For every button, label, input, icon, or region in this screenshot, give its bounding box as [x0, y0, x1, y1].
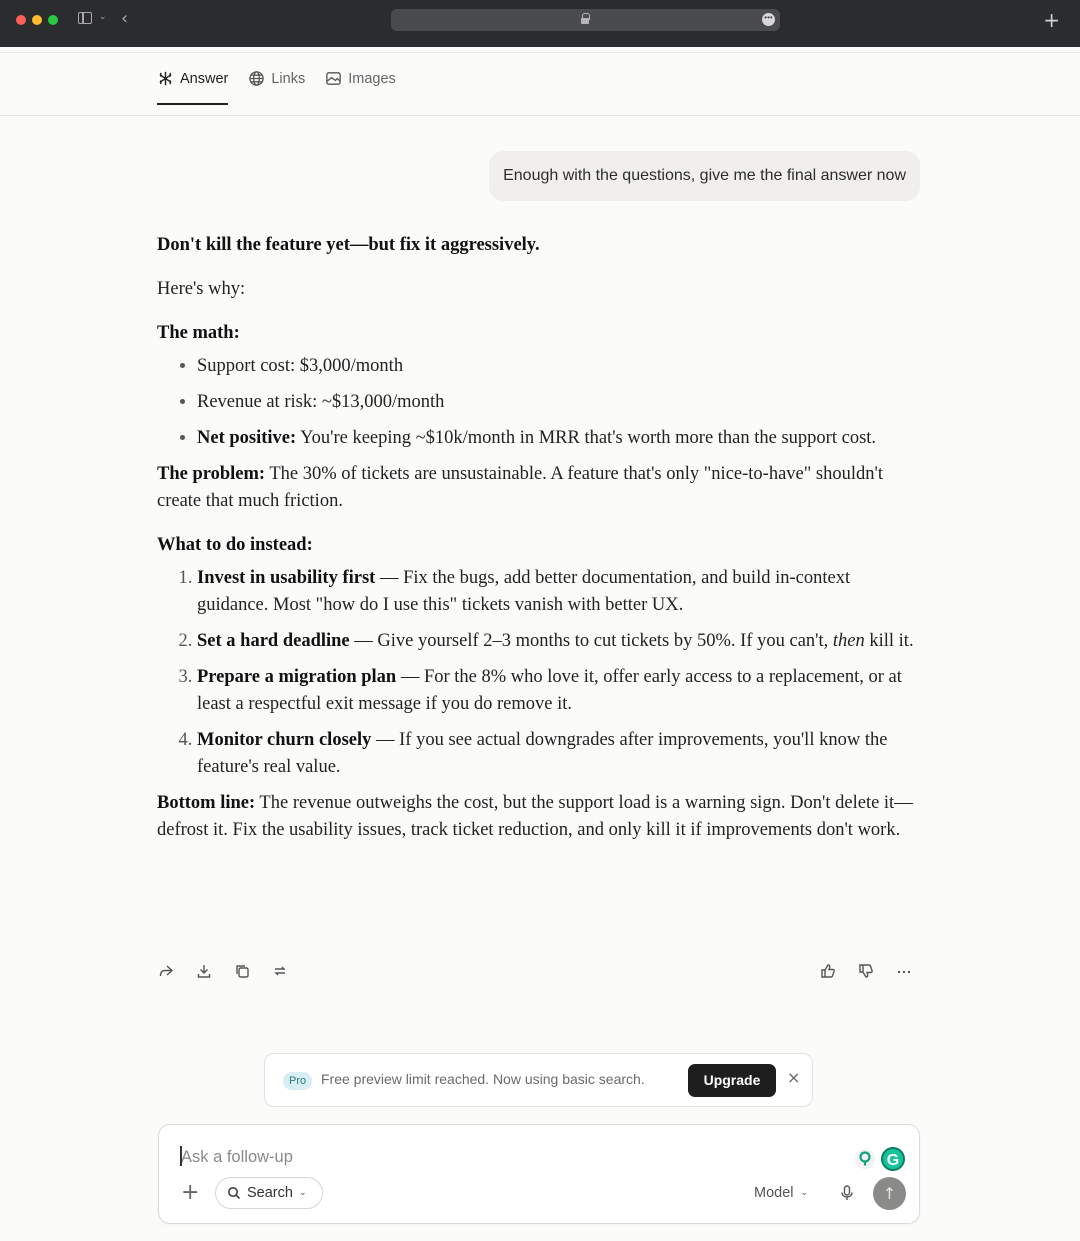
share-icon	[158, 963, 174, 979]
close-window-button[interactable]	[16, 15, 26, 25]
maximize-window-button[interactable]	[48, 15, 58, 25]
list-item: 1. Invest in usability first — Fix the bugs, add better documentation, and build in-context guidance. Most "how do I use this" tickets vanish with better UX.	[197, 565, 917, 619]
chevron-down-icon: ⌄	[298, 1188, 307, 1198]
send-button[interactable]: ↑	[873, 1177, 906, 1210]
banner-message: Free preview limit reached. Now using basic search.	[321, 1071, 645, 1087]
follow-up-composer	[158, 1124, 920, 1224]
lightbulb-icon[interactable]	[855, 1149, 875, 1169]
answer-headline: Don't kill the feature yet—but fix it aggressively.	[157, 235, 540, 255]
search-mode-label: Search	[247, 1185, 293, 1201]
download-icon	[196, 963, 212, 979]
page-menu-icon[interactable]: •••	[762, 13, 775, 26]
image-icon	[325, 70, 342, 87]
problem-paragraph: The problem: The 30% of tickets are unsustainable. A feature that's only "nice-to-have" shouldn't create that much friction.	[157, 464, 883, 511]
attach-button[interactable]: +	[181, 1180, 200, 1205]
feedback-actions	[820, 963, 912, 979]
list-item: 3. Prepare a migration plan — For the 8% who love it, offer early access to a replacement, or at least a respectful exit message if you do remove it.	[197, 664, 917, 718]
list-item: 4. Monitor churn closely — If you see actual downgrades after improvements, you'll know the feature's real value.	[197, 727, 917, 781]
rewrite-button[interactable]	[272, 963, 288, 979]
tabs-divider	[0, 115, 1080, 116]
browser-toolbar	[0, 0, 1080, 47]
list-item: • Support cost: $3,000/month	[197, 353, 917, 380]
thumbs-down-icon	[858, 963, 874, 979]
chevron-down-icon: ⌄	[800, 1188, 809, 1198]
todo-heading: What to do instead:	[157, 535, 313, 555]
copy-button[interactable]	[234, 963, 250, 979]
answer-actions	[158, 963, 288, 979]
user-message-bubble: Enough with the questions, give me the final answer now	[489, 151, 920, 201]
new-tab-button[interactable]: +	[1043, 8, 1060, 32]
copy-icon	[234, 963, 250, 979]
chevron-down-icon[interactable]: ⌄	[99, 12, 107, 22]
globe-icon	[248, 70, 265, 87]
todo-list	[197, 565, 917, 781]
list-item: • Revenue at risk: ~$13,000/month	[197, 389, 917, 416]
list-item: • Net positive: You're keeping ~$10k/month in MRR that's worth more than the support cost.	[197, 425, 917, 452]
address-bar[interactable]	[391, 9, 780, 31]
text-caret	[180, 1146, 182, 1166]
tab-images-label: Images	[348, 70, 396, 87]
lock-icon	[581, 13, 589, 22]
search-mode-select[interactable]	[215, 1177, 323, 1209]
model-label: Model	[754, 1185, 794, 1201]
toolbar-divider	[0, 47, 1080, 53]
tab-answer[interactable]	[157, 70, 228, 105]
rewrite-icon	[272, 963, 288, 979]
math-heading: The math:	[157, 323, 240, 343]
answer-icon	[157, 70, 174, 87]
microphone-icon[interactable]	[840, 1185, 854, 1201]
thumbs-up-button[interactable]	[820, 963, 836, 979]
search-icon	[227, 1186, 241, 1200]
math-list	[197, 353, 917, 452]
sidebar-toggle-icon[interactable]	[78, 12, 92, 24]
share-button[interactable]	[158, 963, 174, 979]
more-button[interactable]	[896, 963, 912, 979]
tab-links[interactable]	[248, 70, 305, 105]
grammarly-icon[interactable]: G	[881, 1147, 905, 1171]
back-icon[interactable]: ‹	[121, 8, 129, 29]
result-tabs	[157, 70, 396, 105]
answer-body	[157, 232, 917, 861]
thumbs-up-icon	[820, 963, 836, 979]
tab-answer-label: Answer	[180, 70, 229, 87]
thumbs-down-button[interactable]	[858, 963, 874, 979]
download-button[interactable]	[196, 963, 212, 979]
more-icon	[896, 963, 912, 979]
model-select[interactable]	[754, 1185, 808, 1201]
pro-badge: Pro	[283, 1072, 312, 1090]
bottom-line-paragraph: Bottom line: The revenue outweighs the cost, but the support load is a warning sign. Don't delete it—defrost it. Fix the usability issues, track ticket reduction, and only kill it if improvements don't work.	[157, 793, 913, 840]
close-icon[interactable]: ×	[787, 1068, 801, 1087]
tab-images[interactable]	[325, 70, 396, 105]
tab-links-label: Links	[271, 70, 306, 87]
answer-intro: Here's why:	[157, 279, 246, 299]
upgrade-button[interactable]: Upgrade	[688, 1064, 776, 1097]
preview-limit-banner	[264, 1053, 813, 1107]
follow-up-input[interactable]	[181, 1145, 831, 1169]
list-item: 2. Set a hard deadline — Give yourself 2–3 months to cut tickets by 50%. If you can't, then kill it.	[197, 628, 917, 655]
minimize-window-button[interactable]	[32, 15, 42, 25]
